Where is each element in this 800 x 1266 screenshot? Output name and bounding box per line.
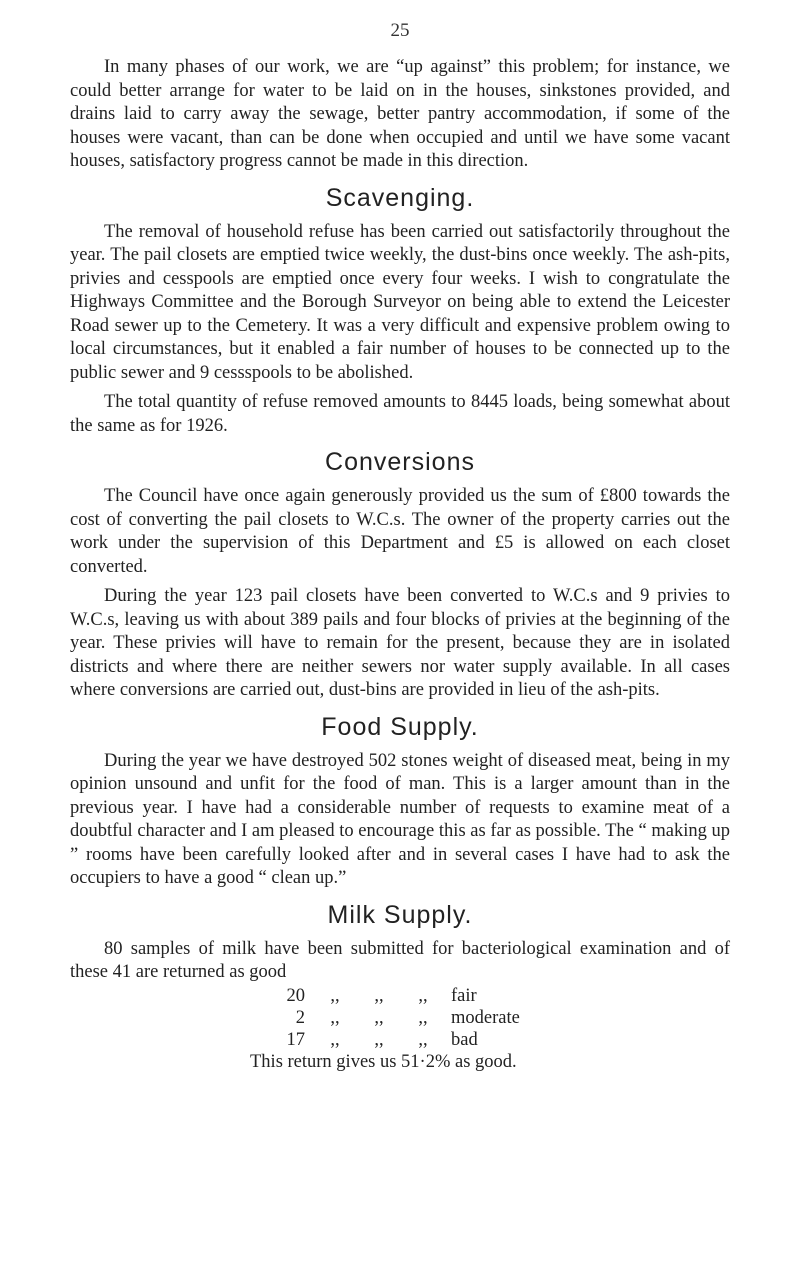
ditto-mark: ,,: [330, 1007, 340, 1028]
milk-result-row: [70, 1029, 730, 1051]
section-heading-scavenging: Scavenging.: [325, 183, 475, 212]
milk-grade: fair: [451, 985, 477, 1006]
ditto-mark: ,,: [374, 1007, 384, 1028]
conversions-paragraph-2: During the year 123 pail closets have been converted to W.C.s and 9 privies to W.C.s, leaving us with about 389 pails and four blocks of privies at the beginning of the year. These privies will have to remain for the present, because they are in isolated districts and where there are neither sewers nor water supply available. In all cases where conversions are carried out, dust-bins are provided in lieu of the ash-pits.: [70, 586, 730, 700]
milk-result-row: [70, 1007, 730, 1029]
intro-paragraph: In many phases of our work, we are “up against” this problem; for instance, we could better arrange for water to be laid on in the houses, sinkstones provided, and drains laid to carry away the sewage, better pantry accommodation, if some of the houses were vacant, than can be done when occupied and until we have some vacant houses, satisfactory progress cannot be made in this direction.: [70, 57, 730, 171]
scavenging-paragraph-2: The total quantity of refuse removed amounts to 8445 loads, being somewhat about the same as for 1926.: [70, 392, 730, 436]
ditto-mark: ,,: [330, 1029, 340, 1050]
conversions-paragraph-1: The Council have once again generously provided us the sum of £800 towards the cost of converting the pail closets to W.C.s. The owner of the property carries out the work under the supervision of this Department and £5 is allowed on each closet converted.: [70, 486, 730, 577]
ditto-mark: ,,: [418, 1029, 428, 1050]
milk-count: 17: [286, 1029, 305, 1050]
milk-result-row: [70, 985, 730, 1007]
section-heading-conversions: Conversions: [325, 448, 475, 476]
milk-grade: moderate: [451, 1007, 520, 1028]
milk-count: 20: [286, 985, 305, 1006]
ditto-mark: ,,: [374, 985, 384, 1006]
ditto-mark: ,,: [374, 1029, 384, 1050]
milk-supply-paragraph: 80 samples of milk have been submitted for bacteriological examination and of these 41 are returned as good: [70, 938, 730, 982]
ditto-mark: ,,: [330, 985, 340, 1006]
milk-count: 2: [295, 1007, 305, 1028]
milk-supply-closing: This return gives us 51·2% as good.: [250, 1051, 517, 1072]
page-number: 25: [390, 20, 410, 41]
ditto-mark: ,,: [418, 1007, 428, 1028]
ditto-mark: ,,: [418, 985, 428, 1006]
food-supply-paragraph: During the year we have destroyed 502 stones weight of diseased meat, being in my opinion unsound and unfit for the food of man. This is a larger amount than in the previous year. I have had a considerable number of requests to examine meat of a doubtful character and I am pleased to encourage this as far as possible. The “ making up ” rooms have been carefully looked after and in several cases I have had to ask the occupiers to have a good “ clean up.”: [70, 750, 730, 888]
section-heading-milk-supply: Milk Supply.: [327, 900, 473, 929]
scavenging-paragraph-1: The removal of household refuse has been carried out satisfactorily throughout the year. The pail closets are emptied twice weekly, the dust-bins once weekly. The ash-pits, privies and cesspools are emptied once every four weeks. I wish to congratulate the Highways Committee and the Borough Surveyor on being able to extend the Leicester Road sewer up to the Cemetery. It was a very difficult and expensive problem owing to local circumstances, but it enabled a fair number of houses to be connected up to the public sewer and 9 cessspools to be abolished.: [70, 221, 730, 383]
section-heading-food-supply: Food Supply.: [321, 712, 479, 741]
milk-results-table: [70, 985, 730, 1051]
milk-grade: bad: [451, 1029, 478, 1050]
